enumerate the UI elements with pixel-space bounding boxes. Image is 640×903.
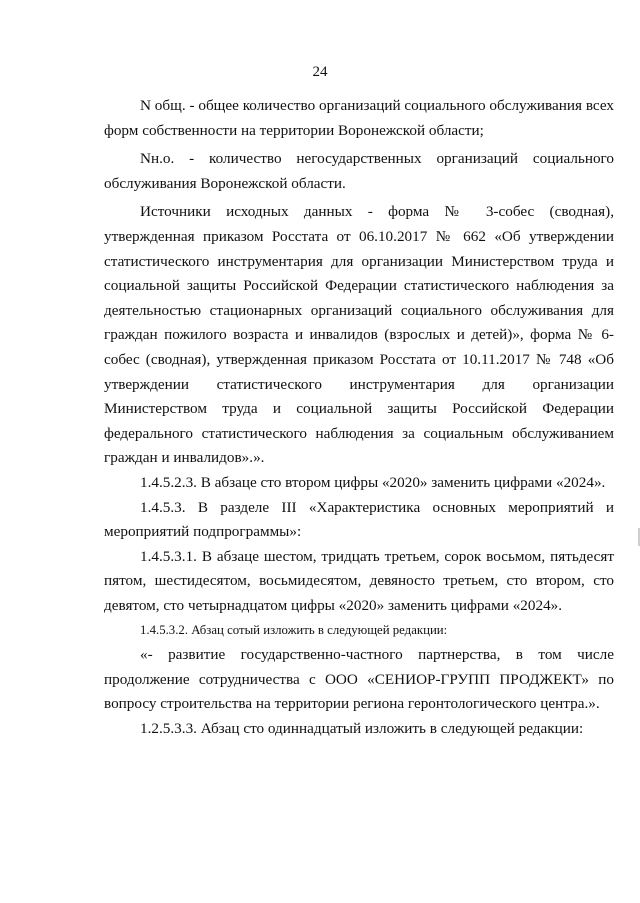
paragraph-quote-partnership: «- развитие государственно-частного партнерства, в том числе продолжение сотрудничества с ООО «СЕНИОР-ГРУПП ПРОДЖЕКТ» по вопросу строительства на территории региона геронтологического центра.».	[104, 646, 614, 713]
paragraph-n-total: N общ. - общее количество организаций социального обслуживания всех форм собственности на территории Воронежской области;	[104, 97, 614, 139]
paragraph-1-4-5-3-1: 1.4.5.3.1. В абзаце шестом, тридцать третьем, сорок восьмом, пятьдесят пятом, шестидесятом, восьмидесятом, девяносто третьем, сто втором, сто девятом, сто четырнадцатом цифры «2020» заменить цифрами «2024».	[104, 547, 614, 614]
document-body	[104, 94, 614, 741]
paragraph-1-4-5-3: 1.4.5.3. В разделе III «Характеристика основных мероприятий и мероприятий подпрограммы»:	[104, 498, 614, 541]
paragraph-data-sources: Источники исходных данных - форма № 3-собес (сводная), утвержденная приказом Росстата от 06.10.2017 № 662 «Об утверждении статистического инструментария для организации Министерством труда и социальной защиты Российской Федерации статистического наблюдения за деятельностью стационарных организаций социального обслуживания для граждан пожилого возраста и инвалидов (взрослых и детей)», форма № 6-собес (сводная), утвержденная приказом Росстата от 10.11.2017 № 748 «Об утверждении статистического инструментария для организации Министерством труда и социальной защиты Российской Федерации федерального статистического наблюдения за социальным обслуживанием граждан и инвалидов».».	[104, 203, 614, 467]
paragraph-1-4-5-3-2: 1.4.5.3.2. Абзац сотый изложить в следующей редакции:	[140, 623, 448, 638]
page-number: 24	[312, 64, 328, 80]
paragraph-1-2-5-3-3: 1.2.5.3.3. Абзац сто одиннадцатый изложить в следующей редакции:	[140, 719, 584, 737]
paragraph-1-4-5-2-3: 1.4.5.2.3. В абзаце сто втором цифры «2020» заменить цифрами «2024».	[140, 473, 606, 491]
paragraph-n-nongov: Nн.о. - количество негосударственных организаций социального обслуживания Воронежской области.	[104, 150, 614, 192]
